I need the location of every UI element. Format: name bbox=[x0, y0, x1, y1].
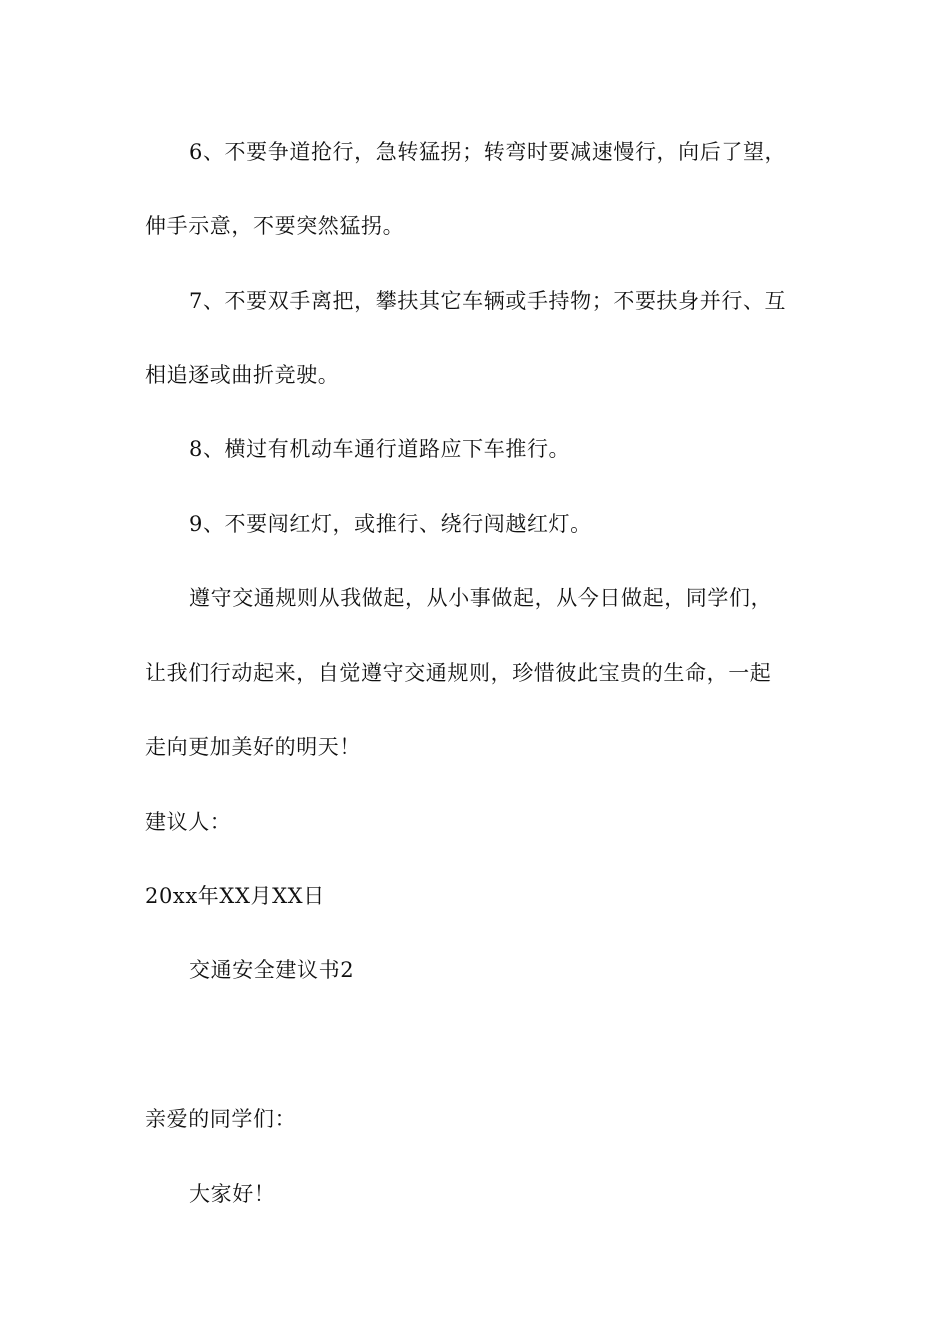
rule-9: 9、不要闯红灯，或推行、绕行闯越红灯。 bbox=[189, 512, 592, 536]
rule-7-line-1: 7、不要双手离把，攀扶其它车辆或手持物；不要扶身并行、互 bbox=[189, 289, 787, 313]
rule-8: 8、横过有机动车通行道路应下车推行。 bbox=[189, 437, 571, 461]
salutation: 亲爱的同学们： bbox=[145, 1107, 297, 1131]
section-title: 交通安全建议书2 bbox=[189, 958, 355, 982]
greeting: 大家好！ bbox=[189, 1182, 276, 1206]
closing-paragraph-line-3: 走向更加美好的明天！ bbox=[145, 735, 361, 759]
closing-paragraph-line-2: 让我们行动起来，自觉遵守交通规则，珍惜彼此宝贵的生命，一起 bbox=[145, 661, 772, 685]
rule-6-line-1: 6、不要争道抢行，急转猛拐；转弯时要减速慢行，向后了望， bbox=[189, 140, 787, 164]
rule-6-line-2: 伸手示意，不要突然猛拐。 bbox=[145, 214, 405, 238]
date-line: 20xx年XX月XX日 bbox=[145, 884, 325, 908]
closing-paragraph-line-1: 遵守交通规则从我做起，从小事做起，从今日做起，同学们， bbox=[189, 586, 773, 610]
rule-7-line-2: 相追逐或曲折竞驶。 bbox=[145, 363, 340, 387]
proposer-label: 建议人： bbox=[145, 810, 232, 834]
